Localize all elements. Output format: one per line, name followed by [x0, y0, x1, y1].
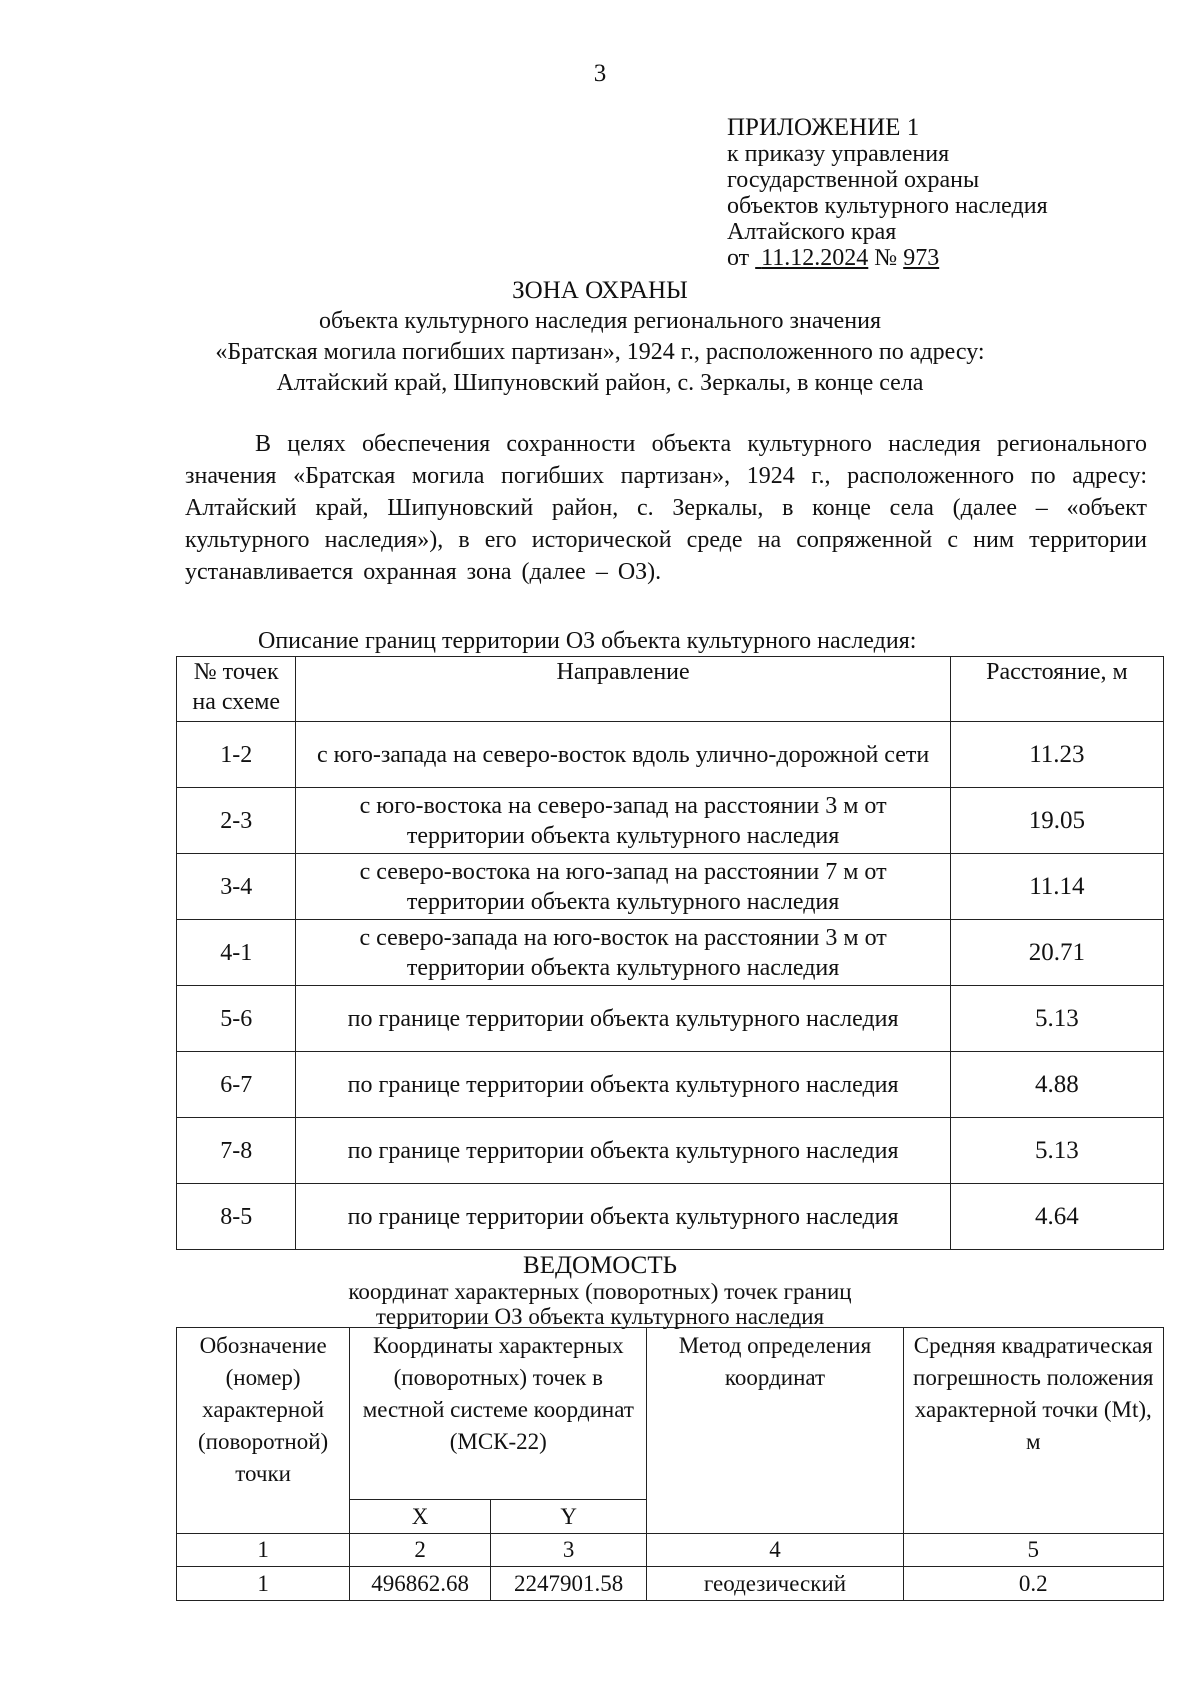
- cell-direction: с юго-востока на северо-запад на расстоянии 3 м от территории объекта культурного наследия: [296, 788, 950, 854]
- appendix-date-line: [727, 245, 1048, 271]
- cell-x: 496862.68: [350, 1567, 491, 1601]
- coordinates-table: [176, 1327, 1164, 1601]
- appendix-line: объектов культурного наследия: [727, 193, 1048, 219]
- table-header-row: [177, 657, 1164, 722]
- appendix-line: Алтайского края: [727, 219, 897, 245]
- order-date: 11.12.2024: [761, 245, 869, 271]
- cell-points: 7-8: [177, 1118, 296, 1184]
- table-row: [177, 788, 1164, 854]
- borders-table-caption: Описание границ территории ОЗ объекта культурного наследия:: [258, 628, 917, 654]
- column-number: 3: [490, 1534, 646, 1567]
- cell-points: 5-6: [177, 986, 296, 1052]
- cell-accuracy: 0.2: [903, 1567, 1163, 1601]
- cell-points: 8-5: [177, 1184, 296, 1250]
- header-accuracy: Средняя квадратическая погрешность положения характерной точки (Mt), м: [903, 1328, 1163, 1534]
- table-row: [177, 986, 1164, 1052]
- header-y: Y: [490, 1500, 646, 1534]
- cell-direction: по границе территории объекта культурного наследия: [296, 1118, 950, 1184]
- cell-direction: с северо-востока на юго-запад на расстоянии 7 м от территории объекта культурного наследия: [296, 854, 950, 920]
- vedomost-line-2: территории ОЗ объекта культурного наследия: [375, 1304, 825, 1329]
- document-title: [0, 276, 1200, 399]
- appendix-block: [727, 115, 1048, 271]
- table-row: [177, 920, 1164, 986]
- header-x: X: [350, 1500, 491, 1534]
- column-number: 5: [903, 1534, 1163, 1567]
- cell-point: 1: [177, 1567, 350, 1601]
- cell-points: 2-3: [177, 788, 296, 854]
- cell-distance: 5.13: [950, 986, 1163, 1052]
- title-line-2: «Братская могила погибших партизан», 1924 г., расположенного по адресу:: [215, 339, 985, 365]
- cell-direction: по границе территории объекта культурного наследия: [296, 1052, 950, 1118]
- header-designation: Обозначение (номер) характерной (поворотной) точки: [177, 1328, 350, 1534]
- table-header-row: [177, 1328, 1164, 1500]
- cell-distance: 4.88: [950, 1052, 1163, 1118]
- cell-method: геодезический: [647, 1567, 903, 1601]
- title-line-1: объекта культурного наследия регионального значения: [318, 308, 882, 334]
- cell-distance: 5.13: [950, 1118, 1163, 1184]
- borders-table: [176, 656, 1164, 1250]
- cell-distance: 11.23: [950, 722, 1163, 788]
- appendix-line: к приказу управления: [727, 141, 950, 167]
- cell-distance: 4.64: [950, 1184, 1163, 1250]
- column-number: 1: [177, 1534, 350, 1567]
- column-number: 2: [350, 1534, 491, 1567]
- cell-distance: 11.14: [950, 854, 1163, 920]
- order-number: 973: [903, 245, 940, 271]
- column-number: 4: [647, 1534, 903, 1567]
- number-sign: №: [874, 245, 898, 271]
- cell-direction: по границе территории объекта культурного наследия: [296, 986, 950, 1052]
- table-row: [177, 722, 1164, 788]
- cell-distance: 20.71: [950, 920, 1163, 986]
- vedomost-title: [0, 1253, 1200, 1329]
- table-row: [177, 1118, 1164, 1184]
- header-method: Метод определения координат: [647, 1328, 903, 1534]
- cell-y: 2247901.58: [490, 1567, 646, 1601]
- title-heading: ЗОНА ОХРАНЫ: [512, 277, 688, 304]
- cell-direction: по границе территории объекта культурного наследия: [296, 1184, 950, 1250]
- date-prefix: от: [727, 245, 750, 271]
- header-coordinates: Координаты характерных (поворотных) точек в местной системе координат (МСК-22): [350, 1328, 647, 1500]
- cell-direction: с северо-запада на юго-восток на расстоянии 3 м от территории объекта культурного наследия: [296, 920, 950, 986]
- page-number: 3: [593, 60, 607, 87]
- appendix-line: государственной охраны: [727, 167, 980, 193]
- table-row: [177, 1052, 1164, 1118]
- cell-points: 6-7: [177, 1052, 296, 1118]
- title-line-3: Алтайский край, Шипуновский район, с. Зеркалы, в конце села: [276, 370, 924, 396]
- appendix-title: ПРИЛОЖЕНИЕ 1: [727, 114, 920, 141]
- table-row: [177, 854, 1164, 920]
- cell-points: 3-4: [177, 854, 296, 920]
- table-row: [177, 1184, 1164, 1250]
- cell-direction: с юго-запада на северо-восток вдоль улично-дорожной сети: [296, 722, 950, 788]
- cell-distance: 19.05: [950, 788, 1163, 854]
- header-direction: Направление: [296, 657, 950, 722]
- vedomost-heading: ВЕДОМОСТЬ: [523, 1252, 677, 1279]
- column-number-row: [177, 1534, 1164, 1567]
- header-points: № точек на схеме: [177, 657, 296, 722]
- cell-points: 1-2: [177, 722, 296, 788]
- header-distance: Расстояние, м: [950, 657, 1163, 722]
- vedomost-line-1: координат характерных (поворотных) точек границ: [348, 1279, 852, 1304]
- table-row: [177, 1567, 1164, 1601]
- body-paragraph: В целях обеспечения сохранности объекта культурного наследия регионального значения «Братская могила погибших партизан», 1924 г., расположенного по адресу: Алтайский край, Шипуновский район, с. Зеркалы, в конце села (далее – «объект культурного наследия»), в его исторической среде на сопряженной с ним территории устанавливается охранная зона (далее – ОЗ).: [185, 431, 1147, 585]
- cell-points: 4-1: [177, 920, 296, 986]
